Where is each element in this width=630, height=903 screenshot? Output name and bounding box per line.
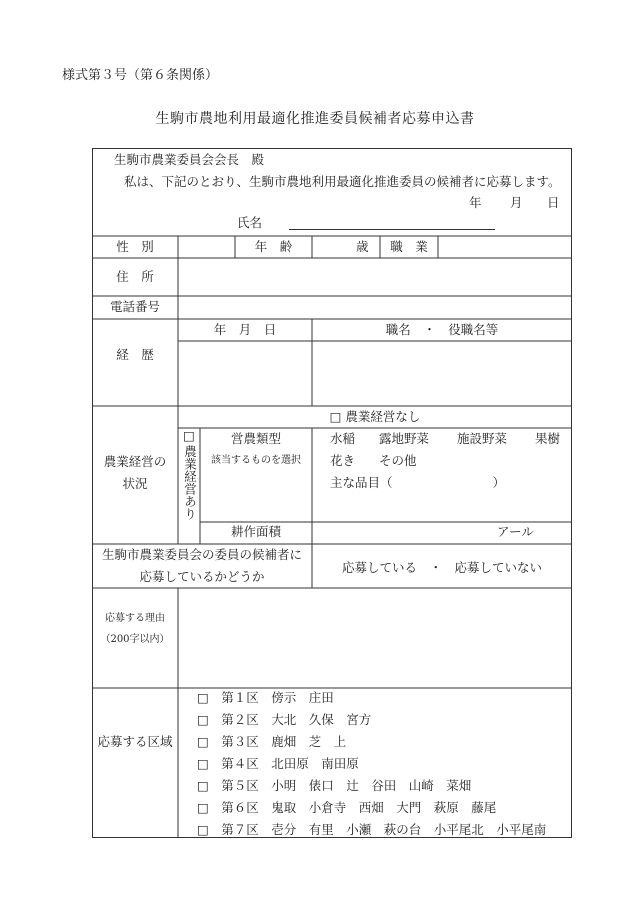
farming-label-line1: 農業経営の (103, 454, 167, 469)
career-title-header: 職名 ・ 役職名等 (385, 322, 499, 337)
type-field-vegetables[interactable]: 露地野菜 (379, 431, 430, 446)
district-option-2[interactable]: □ 第２区 大北 久保 宮方 (197, 712, 372, 727)
date-month-label: 月 (510, 195, 523, 210)
application-statement: 私は、下記のとおり、生駒市農地利用最適化推進委員の候補者に応募します。 (124, 174, 561, 189)
career-label: 経 歴 (116, 347, 154, 362)
cultivated-area-label: 耕作面積 (230, 524, 281, 539)
type-rice[interactable]: 水稲 (330, 431, 356, 446)
age-unit: 歳 (356, 239, 369, 254)
area-unit: アール (497, 524, 534, 539)
district-option-5[interactable]: □ 第５区 小明 俵口 辻 谷田 山崎 菜畑 (197, 778, 472, 793)
farming-type-label: 営農類型 (230, 431, 281, 446)
farming-type-hint: 該当するものを選択 (211, 455, 301, 466)
name-signature-line[interactable] (289, 229, 495, 230)
age-label: 年 齢 (254, 239, 293, 254)
farming-has-label: 農業経営あり (182, 445, 198, 520)
date-day-label: 日 (547, 195, 560, 210)
committee-question-line2: 応募しているかどうか (139, 569, 265, 584)
type-flowers[interactable]: 花き (330, 453, 356, 468)
districts-label: 応募する区域 (97, 734, 173, 749)
date-year-label: 年 (469, 195, 482, 210)
sex-label: 性 別 (116, 239, 154, 254)
page-title: 生駒市農地利用最適化推進委員候補者応募申込書 (155, 111, 475, 127)
district-option-7[interactable]: □ 第７区 壱分 有里 小瀬 萩の台 小平尾北 小平尾南 (197, 822, 547, 837)
occupation-label: 職 業 (390, 239, 428, 254)
type-other[interactable]: その他 (379, 453, 417, 468)
phone-label: 電話番号 (109, 299, 160, 314)
district-option-4[interactable]: □ 第４区 北田原 南田原 (197, 756, 359, 771)
reason-label-line2: （200字以内） (100, 634, 170, 645)
farming-has-checkbox[interactable]: □ (183, 428, 195, 443)
district-option-1[interactable]: □ 第１区 傍示 庄田 (197, 690, 334, 705)
main-item-field[interactable]: 主な品目（ ） (330, 475, 506, 490)
addressee: 生駒市農業委員会会長 殿 (114, 152, 265, 167)
district-option-3[interactable]: □ 第３区 鹿畑 芝 上 (197, 734, 347, 749)
name-label: 氏名 (237, 215, 263, 230)
farming-none-option[interactable]: □ 農業経営なし (329, 409, 421, 424)
committee-answer-options[interactable]: 応募している ・ 応募していない (341, 560, 542, 575)
farming-label-line2: 状況 (122, 476, 148, 491)
type-fruit-trees[interactable]: 果樹 (535, 431, 561, 446)
career-date-header: 年 月 日 (213, 322, 277, 337)
committee-question-line1: 生駒市農業委員会の委員の候補者に (101, 547, 302, 562)
form-number: 様式第３号（第６条関係） (62, 68, 219, 83)
reason-text-area[interactable] (179, 589, 571, 687)
application-form-table (92, 148, 572, 838)
address-label: 住 所 (116, 269, 154, 284)
type-greenhouse-vegetables[interactable]: 施設野菜 (457, 431, 508, 446)
reason-label-line1: 応募する理由 (105, 613, 165, 624)
district-option-6[interactable]: □ 第６区 鬼取 小倉寺 西畑 大門 萩原 藤尾 (197, 800, 497, 815)
